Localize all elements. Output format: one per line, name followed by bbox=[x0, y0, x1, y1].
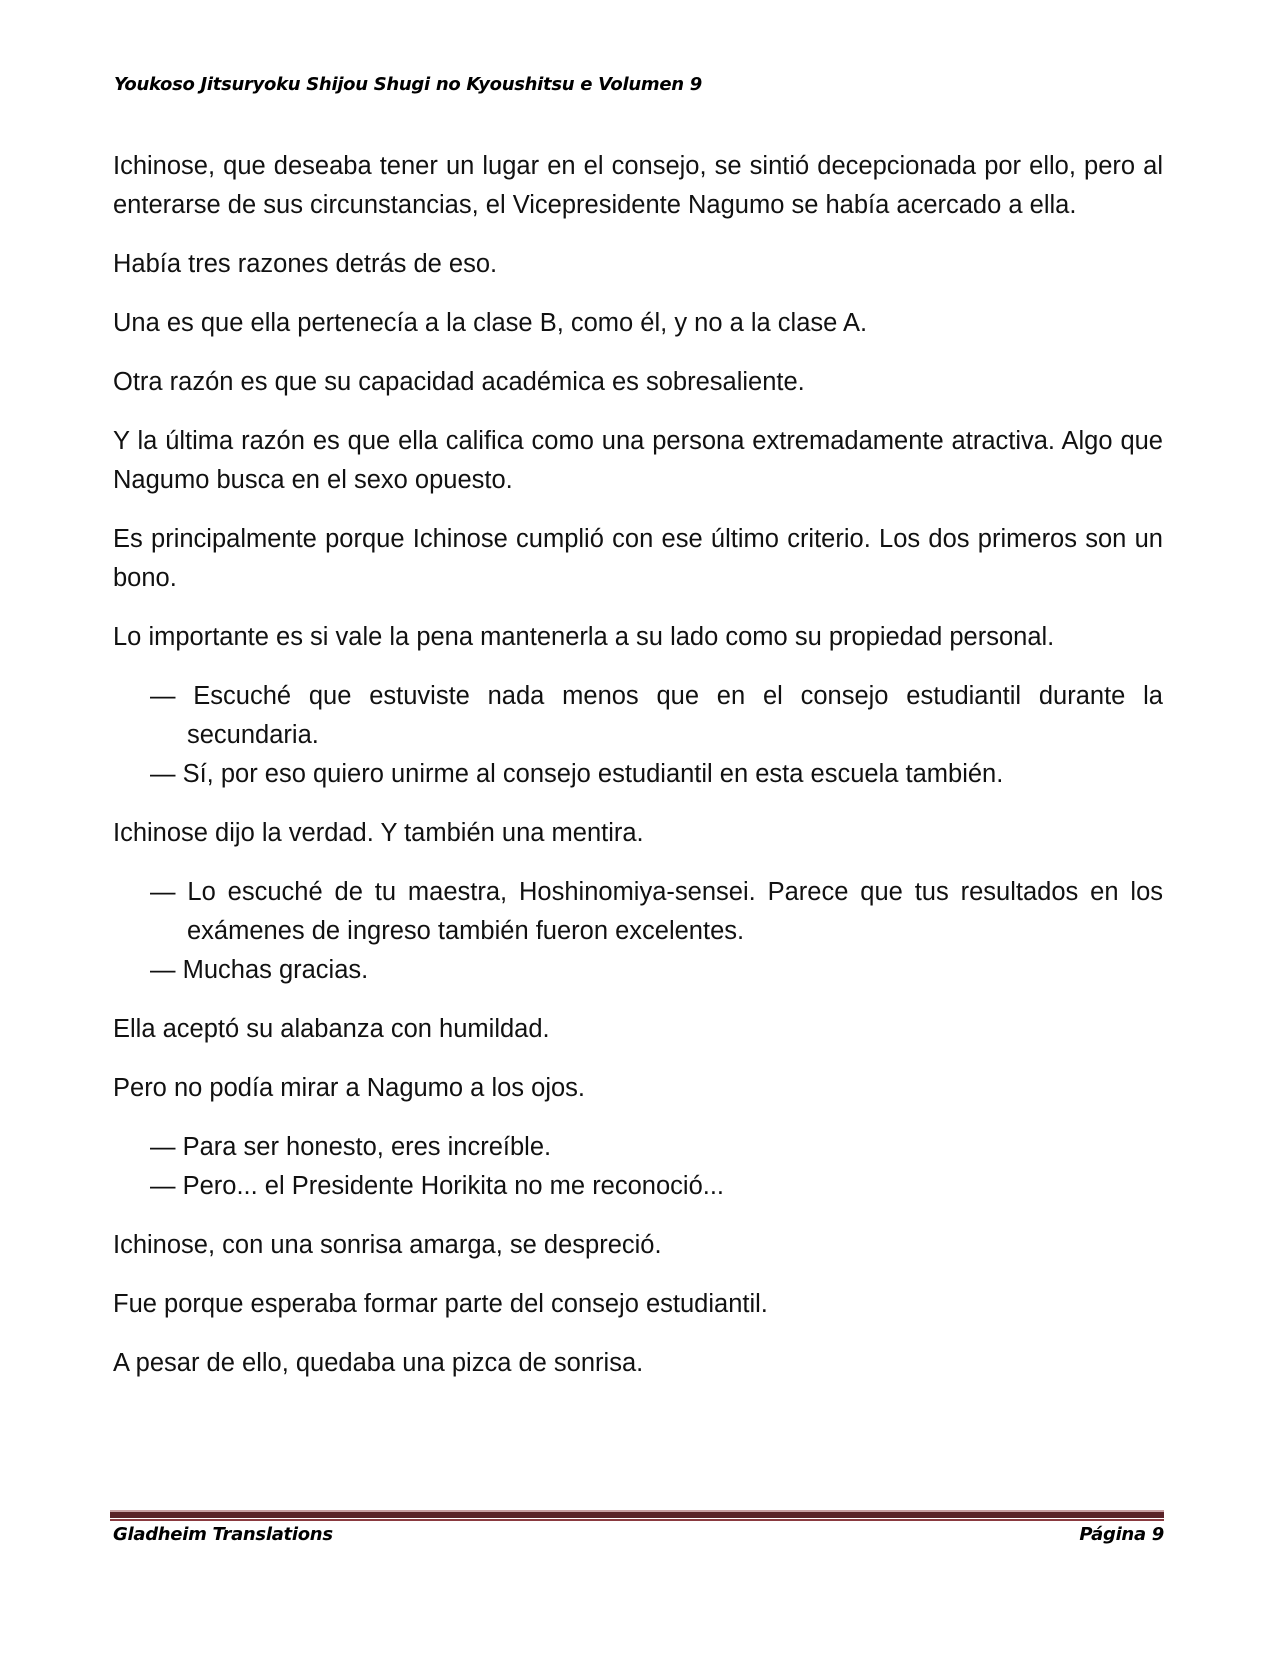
paragraph: Una es que ella pertenecía a la clase B, como él, y no a la clase A. bbox=[113, 309, 868, 337]
running-header: Youkoso Jitsuryoku Shijou Shugi no Kyoushitsu e Volumen 9 bbox=[114, 74, 702, 95]
dialogue-group bbox=[113, 1128, 1163, 1206]
paragraph: Y la última razón es que ella califica como una persona extremadamente atractiva. Algo que Nagumo busca en el sexo opuesto. bbox=[113, 427, 1163, 494]
page-number: Página 9 bbox=[1079, 1524, 1164, 1545]
paragraph: Ichinose, con una sonrisa amarga, se despreció. bbox=[113, 1231, 662, 1259]
page-body bbox=[113, 147, 1163, 1403]
dialogue-line: — Sí, por eso quiero unirme al consejo estudiantil en esta escuela también. bbox=[150, 760, 1004, 788]
dialogue-group bbox=[113, 677, 1163, 794]
paragraph: Ella aceptó su alabanza con humildad. bbox=[113, 1015, 550, 1043]
paragraph: Otra razón es que su capacidad académica es sobresaliente. bbox=[113, 368, 805, 396]
paragraph: Había tres razones detrás de eso. bbox=[113, 250, 498, 278]
dialogue-line: — Muchas gracias. bbox=[150, 956, 369, 984]
paragraph: Pero no podía mirar a Nagumo a los ojos. bbox=[113, 1074, 585, 1102]
paragraph: Ichinose dijo la verdad. Y también una mentira. bbox=[113, 819, 644, 847]
paragraph: A pesar de ello, quedaba una pizca de sonrisa. bbox=[113, 1349, 644, 1377]
dialogue-line: — Para ser honesto, eres increíble. bbox=[150, 1133, 552, 1161]
paragraph: Es principalmente porque Ichinose cumplió con ese último criterio. Los dos primeros son un bono. bbox=[113, 525, 1163, 592]
dialogue-line: — Lo escuché de tu maestra, Hoshinomiya-sensei. Parece que tus resultados en los exámenes de ingreso también fueron excelentes. bbox=[150, 878, 1163, 945]
dialogue-group bbox=[113, 873, 1163, 990]
dialogue-line: — Pero... el Presidente Horikita no me reconoció... bbox=[150, 1172, 725, 1200]
footer-publisher: Gladheim Translations bbox=[113, 1524, 333, 1545]
paragraph: Ichinose, que deseaba tener un lugar en el consejo, se sintió decepcionada por ello, pero al enterarse de sus circunstancias, el Vicepresidente Nagumo se había acercado a ella. bbox=[113, 152, 1163, 219]
dialogue-line: — Escuché que estuviste nada menos que en el consejo estudiantil durante la secundaria. bbox=[150, 682, 1163, 749]
footer-rule bbox=[110, 1510, 1164, 1522]
paragraph: Fue porque esperaba formar parte del consejo estudiantil. bbox=[113, 1290, 768, 1318]
paragraph: Lo importante es si vale la pena mantenerla a su lado como su propiedad personal. bbox=[113, 623, 1055, 651]
